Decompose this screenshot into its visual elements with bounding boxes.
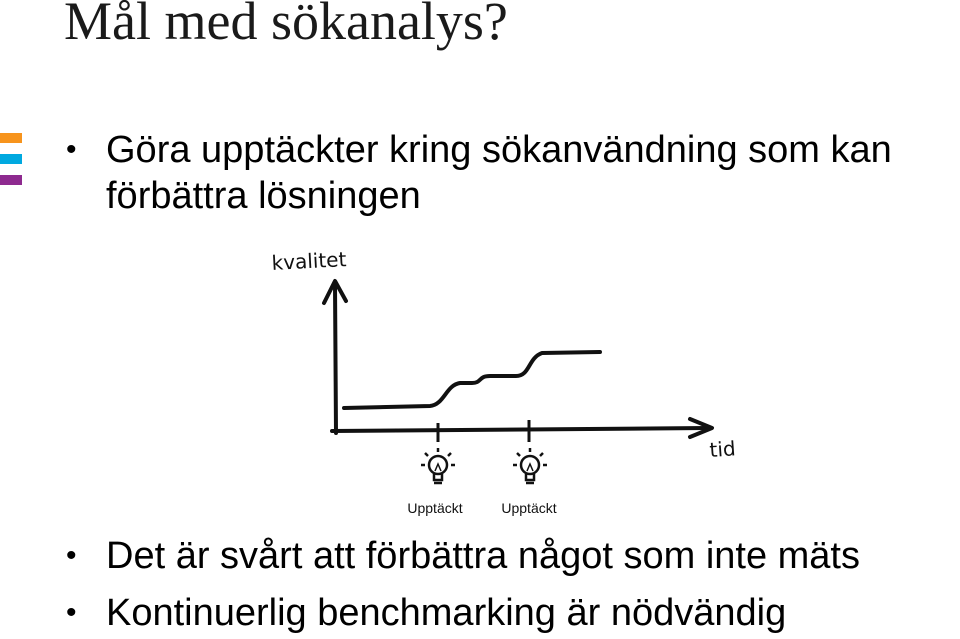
- bullet-item: [66, 590, 956, 636]
- bullet-text: Göra upptäckter kring sökanvändning som kan förbättra lösningen: [106, 129, 892, 217]
- x-axis-label: tid: [708, 436, 737, 462]
- bullet-item: [66, 533, 956, 579]
- discovery-marker: [407, 423, 462, 516]
- lightbulb-icon: [421, 448, 455, 483]
- lightbulb-icon: [513, 448, 547, 483]
- marker-label: Upptäckt: [501, 500, 557, 516]
- y-axis: [335, 285, 336, 433]
- bullet-marker: •: [66, 596, 77, 629]
- bullet-text: Kontinuerlig benchmarking är nödvändig: [106, 592, 787, 634]
- quality-curve: [344, 352, 600, 408]
- discovery-marker: [501, 420, 556, 516]
- bullet-marker: •: [66, 133, 77, 166]
- x-axis: [332, 428, 708, 431]
- bullet-marker: •: [66, 539, 77, 572]
- bullet-text: Det är svårt att förbättra något som inte mäts: [106, 535, 860, 577]
- y-axis-label: kvalitet: [271, 247, 347, 275]
- accent-bar-blue: [0, 154, 22, 164]
- slide-title: Mål med sökanalys?: [64, 0, 508, 51]
- accent-bar-orange: [0, 133, 22, 143]
- marker-label: Upptäckt: [407, 500, 463, 516]
- accent-bar-purple: [0, 175, 22, 185]
- bullet-item: [66, 127, 956, 219]
- quality-over-time-diagram: [260, 245, 740, 525]
